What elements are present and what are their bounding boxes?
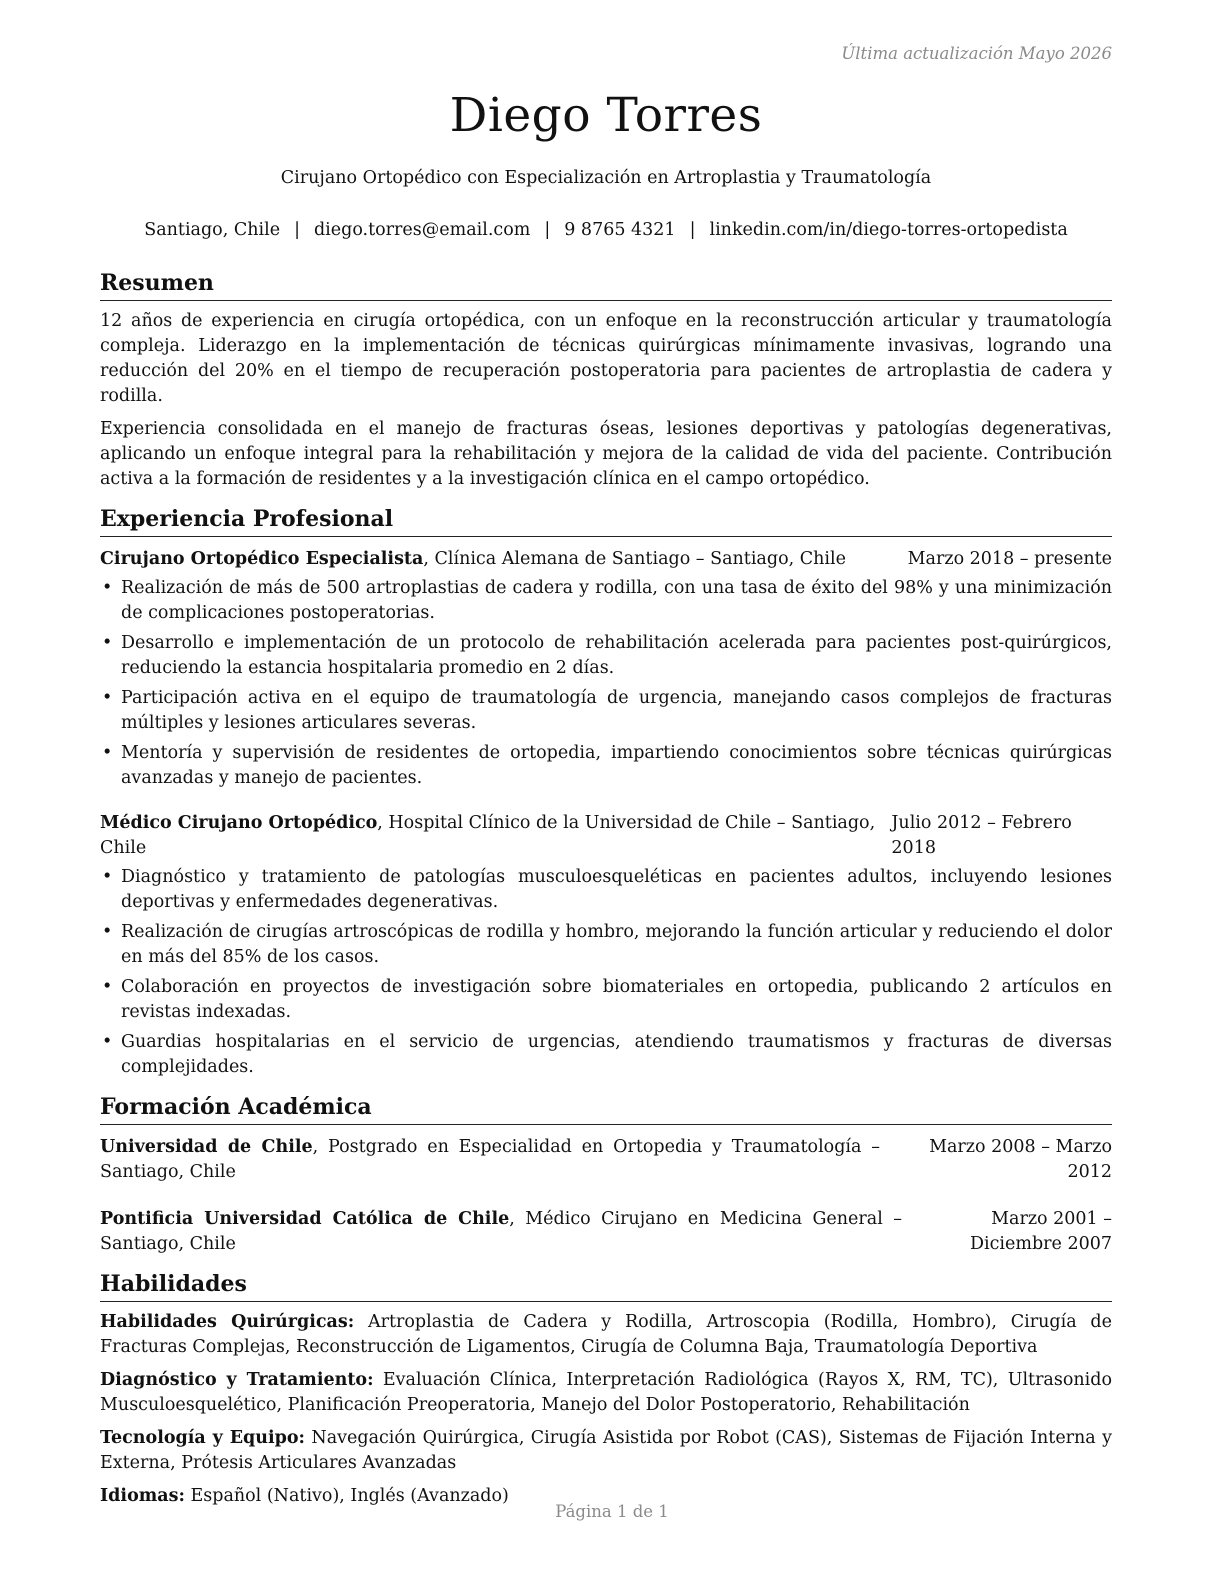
skill-value: Español (Nativo), Inglés (Avanzado) [184,1486,509,1506]
job-dates: Marzo 2018 – presente [907,549,1112,569]
job-dates: Julio 2012 – Febrero 2018 [891,813,1072,858]
job-place: , Hospital Clínico de la Universidad de Chile – Santiago, Chile [100,813,876,858]
skills-section [100,1269,1112,1509]
page-number: Página 1 de 1 [555,1502,669,1521]
contact-separator: | [544,220,551,240]
summary-paragraph: 12 años de experiencia en cirugía ortopédica, con un enfoque en la reconstrucción articular y traumatología compleja. Liderazgo en la implementación de técnicas quirúrgicas mínimamente invasivas, logrando una reducción del 20% en el tiempo de recuperación postoperatoria para pacientes de artroplastia de cadera y rodilla. [100,311,1112,406]
list-item: • Diagnóstico y tratamiento de patologías musculoesqueléticas en pacientes adultos, incluyendo lesiones deportivas y enfermedades degenerativas. [100,865,1112,915]
list-item: • Desarrollo e implementación de un protocolo de rehabilitación acelerada para pacientes post-quirúrgicos, reduciendo la estancia hospitalaria promedio en 2 días. [100,631,1112,681]
list-item: • Participación activa en el equipo de traumatología de urgencia, manejando casos complejos de fracturas múltiples y lesiones articulares severas. [100,686,1112,736]
candidate-subtitle: Cirujano Ortopédico con Especialización en Artroplastia y Traumatología [280,168,932,188]
job-place: , Clínica Alemana de Santiago – Santiago, Chile [423,549,846,569]
education-school: Pontificia Universidad Católica de Chile [100,1209,510,1229]
skill-row [100,1310,1112,1360]
summary-section [100,268,1112,492]
job-role: Cirujano Ortopédico Especialista [100,549,424,569]
skill-label: Habilidades Quirúrgicas: [100,1312,355,1332]
experience-section [100,504,1112,1080]
contact-location: Santiago, Chile [144,220,281,240]
education-section [100,1092,1112,1257]
list-item: • Mentoría y supervisión de residentes de ortopedia, impartiendo conocimientos sobre técnicas quirúrgicas avanzadas y manejo de pacientes. [100,741,1112,791]
candidate-name: Diego Torres [449,88,763,143]
skill-label: Idiomas: [100,1486,185,1506]
list-item: • Realización de más de 500 artroplastias de cadera y rodilla, con una tasa de éxito del 98% y una minimización de complicaciones postoperatorias. [100,576,1112,626]
skill-row [100,1368,1112,1418]
job-header [100,811,1112,861]
job-role: Médico Cirujano Ortopédico [100,813,378,833]
job-header [100,547,1112,572]
last-updated: Última actualización Mayo 2026 [841,44,1112,63]
contact-separator: | [689,220,696,240]
skill-value: Navegación Quirúrgica, Cirugía Asistida por Robot (CAS), Sistemas de Fijación Interna y Externa, Prótesis Articulares Avanzadas [100,1428,1112,1473]
education-detail: , Médico Cirujano en Medicina General – Santiago, Chile [100,1209,902,1254]
education-entry [100,1207,1112,1257]
contact-linkedin[interactable]: linkedin.com/in/diego-torres-ortopedista [709,220,1068,240]
job-entry [100,811,1112,1080]
list-item: • Guardias hospitalarias en el servicio de urgencias, atendiendo traumatismos y fracturas de diversas complejidades. [100,1030,1112,1080]
summary-paragraph: Experiencia consolidada en el manejo de fracturas óseas, lesiones deportivas y patologías degenerativas, aplicando un enfoque integral para la rehabilitación y mejora de la calidad de vida del paciente. Contribución activa a la formación de residentes y a la investigación clínica en el campo ortopédico. [100,419,1112,489]
section-title: Resumen [100,268,1112,301]
contact-phone: 9 8765 4321 [564,220,676,240]
skill-label: Tecnología y Equipo: [100,1428,306,1448]
education-dates: Marzo 2008 – Marzo 2012 [929,1137,1112,1182]
job-entry [100,547,1112,791]
resume-content [100,268,1112,1521]
education-school: Universidad de Chile [100,1137,313,1157]
contact-line [100,220,1112,240]
education-detail: , Postgrado en Especialidad en Ortopedia y Traumatología – Santiago, Chile [100,1137,881,1182]
skill-label: Diagnóstico y Tratamiento: [100,1370,374,1390]
education-dates: Marzo 2001 – Diciembre 2007 [970,1209,1112,1254]
job-bullets [100,865,1112,1080]
skill-value: Artroplastia de Cadera y Rodilla, Artroscopia (Rodilla, Hombro), Cirugía de Fracturas Complejas, Reconstrucción de Ligamentos, Cirugía de Columna Baja, Traumatología Deportiva [100,1312,1112,1357]
skill-value: Evaluación Clínica, Interpretación Radiológica (Rayos X, RM, TC), Ultrasonido Musculoesquelético, Planificación Preoperatoria, Manejo del Dolor Postoperatorio, Rehabilitación [100,1370,1112,1415]
job-bullets [100,576,1112,791]
section-title: Formación Académica [100,1092,1112,1125]
section-title: Experiencia Profesional [100,504,1112,537]
skill-row [100,1426,1112,1476]
list-item: • Realización de cirugías artroscópicas de rodilla y hombro, mejorando la función articular y reduciendo el dolor en más del 85% de los casos. [100,920,1112,970]
list-item: • Colaboración en proyectos de investigación sobre biomateriales en ortopedia, publicando 2 artículos en revistas indexadas. [100,975,1112,1025]
contact-separator: | [294,220,300,240]
section-title: Habilidades [100,1269,1112,1302]
contact-email[interactable]: diego.torres@email.com [313,220,531,240]
education-entry [100,1135,1112,1185]
